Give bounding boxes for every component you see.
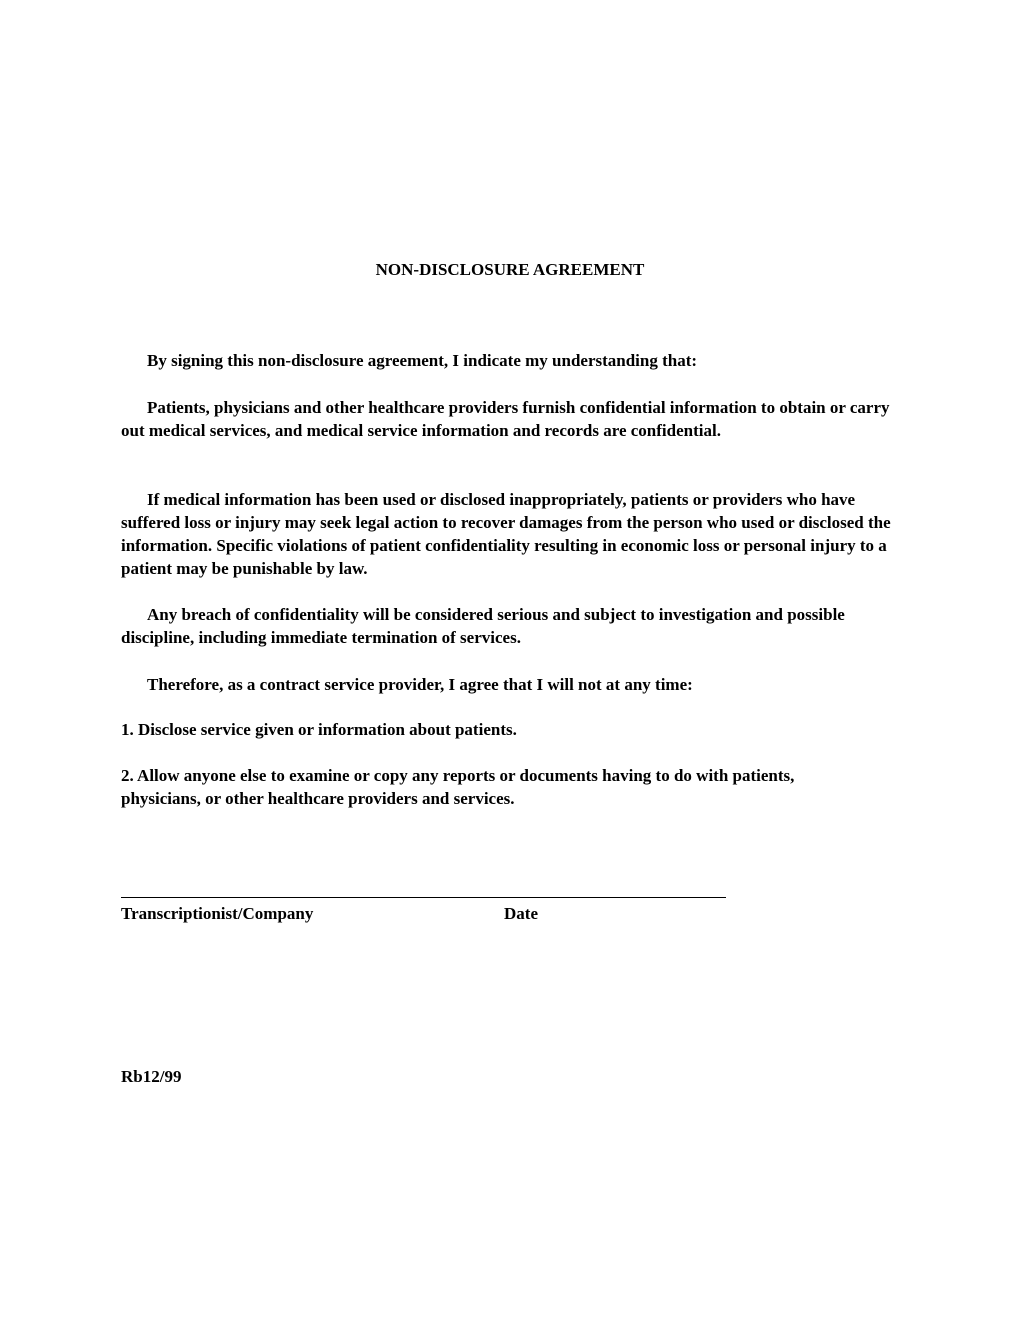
list-item-text: 1. Disclose service given or information about patients. xyxy=(121,720,517,739)
list-item-1 xyxy=(121,718,911,741)
paragraph-text: If medical information has been used or disclosed inappropriately, patients or providers who have suffered loss or injury may seek legal action to recover damages from the person who used or disclosed the information. Specific violations of patient confidentiality resulting in economic loss or personal injury to a patient may be punishable by law. xyxy=(121,490,891,578)
signature-date-label: Date xyxy=(504,904,538,923)
paragraph-text: Therefore, as a contract service provider, I agree that I will not at any time: xyxy=(147,675,693,694)
list-item-2 xyxy=(121,764,861,810)
intro-paragraph xyxy=(121,349,911,372)
footer-code: Rb12/99 xyxy=(121,1067,182,1086)
signature-line xyxy=(121,897,726,898)
intro-text: By signing this non-disclosure agreement, I indicate my understanding that: xyxy=(147,351,698,370)
paragraph-legal-action xyxy=(121,488,911,580)
document-title: NON-DISCLOSURE AGREEMENT xyxy=(375,260,645,279)
paragraph-breach xyxy=(121,603,911,649)
paragraph-confidential-info xyxy=(121,396,911,442)
paragraph-text: Any breach of confidentiality will be considered serious and subject to investigation and possible discipline, including immediate termination of services. xyxy=(121,605,845,647)
paragraph-text: Patients, physicians and other healthcare providers furnish confidential information to obtain or carry out medical services, and medical service information and records are confidential. xyxy=(121,398,890,440)
paragraph-agreement xyxy=(121,673,911,696)
list-item-text: 2. Allow anyone else to examine or copy any reports or documents having to do with patients, physicians, or other healthcare providers and services. xyxy=(121,766,795,808)
signature-name-label: Transcriptionist/Company xyxy=(121,904,314,923)
